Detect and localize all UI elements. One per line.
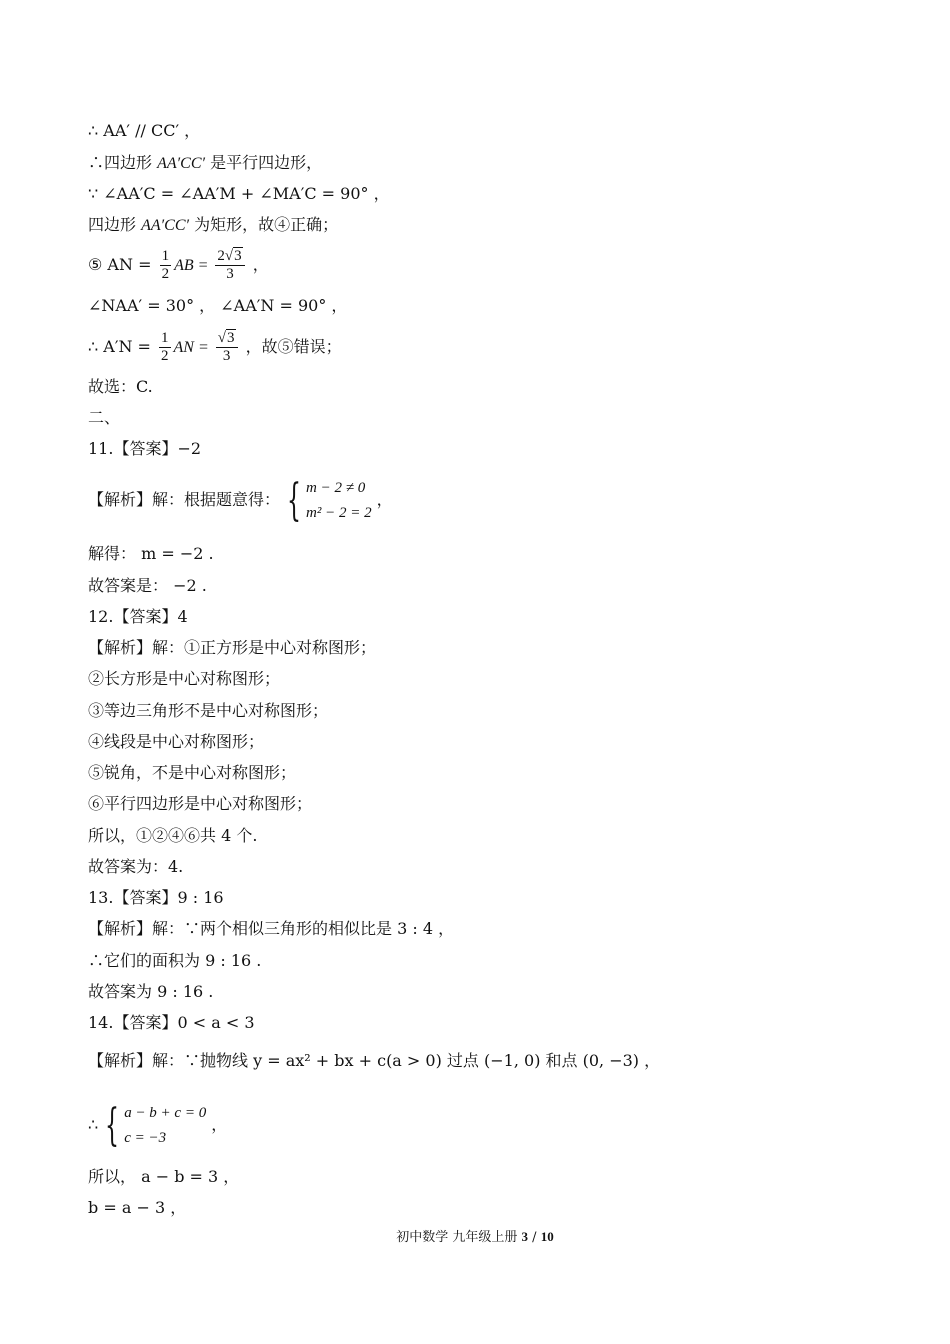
text-line: 故选：C. <box>88 377 153 396</box>
fraction-denominator: 3 <box>226 266 234 282</box>
text-line: 故答案为 9 : 16 . <box>88 982 214 1001</box>
text-segment: ∴四边形 <box>88 153 158 172</box>
math-segment: AN = <box>173 339 213 356</box>
page-separator: / <box>528 1230 541 1245</box>
formula-line <box>88 246 269 285</box>
brace-symbol: { <box>287 474 302 526</box>
page-total: 10 <box>540 1229 554 1244</box>
coefficient: 2 <box>217 248 225 264</box>
answer-line: 13.【答案】9 : 16 <box>88 888 224 907</box>
text-line: ∠NAA′ = 30° ， ∠AA′N = 90° ， <box>88 296 348 315</box>
text-line: 解得： m = −2 . <box>88 544 214 563</box>
equation-system <box>98 1101 206 1151</box>
page-number: 3 <box>521 1229 529 1244</box>
fraction-denominator: 2 <box>161 266 170 282</box>
text-line <box>88 152 322 175</box>
text-line <box>88 214 338 237</box>
text-line: 故答案是： −2 . <box>88 576 207 595</box>
text-segment: ， <box>371 490 393 509</box>
text-segment: ， <box>206 1115 228 1134</box>
fraction <box>215 248 244 283</box>
text-line: ⑥平行四边形是中心对称图形； <box>88 794 313 813</box>
math-segment: AA′CC′ <box>141 217 189 234</box>
answer-line: 14.【答案】0 < a < 3 <box>88 1013 255 1032</box>
equation-rows <box>124 1101 206 1151</box>
text-line: ③等边三角形不是中心对称图形； <box>88 701 329 720</box>
footer-subject: 初中数学 九年级上册 <box>396 1230 522 1245</box>
equation-row: c = −3 <box>124 1129 167 1146</box>
fraction-denominator: 3 <box>222 348 231 364</box>
text-segment: ∴ A′N = <box>88 337 157 356</box>
text-line: 【解析】解：∵抛物线 y = ax² + bx + c(a > 0) 过点 (−1, 0) 和点 (0, −3) ， <box>88 1051 661 1070</box>
text-line: 故答案为：4. <box>88 857 184 876</box>
fraction-denominator: 2 <box>161 348 169 364</box>
text-segment: ⑤ AN = <box>88 255 157 274</box>
text-line: 【解析】解：①正方形是中心对称图形； <box>88 638 377 657</box>
text-line: 【解析】解：∵两个相似三角形的相似比是 3 : 4 ， <box>88 919 455 938</box>
formula-line <box>88 1097 227 1153</box>
text-segment: ，故⑤错误； <box>240 337 342 356</box>
formula-line <box>88 472 393 528</box>
answer-line: 12.【答案】4 <box>88 607 188 626</box>
section-heading: 二、 <box>88 408 121 427</box>
equation-row: m − 2 ≠ 0 <box>306 479 366 496</box>
text-segment: ， <box>247 255 269 274</box>
text-segment: ∴ <box>88 1115 99 1134</box>
radicand: 3 <box>227 330 235 346</box>
fraction <box>159 330 171 365</box>
sqrt: √3 <box>217 330 235 346</box>
fraction-numerator: 1 <box>161 248 170 264</box>
fraction <box>160 248 172 283</box>
text-line: ∴ AA′ // CC′ ， <box>88 121 201 140</box>
fraction-numerator <box>216 330 238 348</box>
text-segment: 是平行四边形， <box>204 153 323 172</box>
fraction-numerator: 1 <box>161 330 169 346</box>
sqrt: √3 <box>224 248 242 264</box>
equation-system <box>280 476 372 526</box>
page-footer <box>0 1226 950 1245</box>
text-segment: 【解析】解：根据题意得： <box>88 490 281 509</box>
text-line: 所以， a − b = 3 ， <box>88 1167 240 1186</box>
brace-symbol: { <box>105 1099 120 1151</box>
fraction-numerator <box>215 248 244 266</box>
text-line: ⑤锐角，不是中心对称图形； <box>88 763 297 782</box>
text-line: 所以，①②④⑥共 4 个. <box>88 826 258 845</box>
text-segment: 四边形 <box>88 215 142 234</box>
answer-line: 11.【答案】−2 <box>88 439 202 458</box>
equation-row: a − b + c = 0 <box>124 1104 207 1121</box>
text-line: ∵ ∠AA′C = ∠AA′M + ∠MA′C = 90° ， <box>88 184 390 203</box>
text-line: b = a − 3 ， <box>88 1198 187 1217</box>
text-line: ②长方形是中心对称图形； <box>88 669 281 688</box>
text-line: ∴它们的面积为 9 : 16 . <box>88 951 262 970</box>
formula-line <box>88 328 342 367</box>
radicand: 3 <box>234 248 242 264</box>
fraction <box>216 330 238 365</box>
text-line: ④线段是中心对称图形； <box>88 732 265 751</box>
text-segment: 为矩形，故④正确； <box>188 215 339 234</box>
equation-rows <box>306 476 372 526</box>
math-segment: AA′CC′ <box>157 155 205 172</box>
math-segment: AB = <box>174 257 213 274</box>
equation-row: m² − 2 = 2 <box>306 504 372 521</box>
